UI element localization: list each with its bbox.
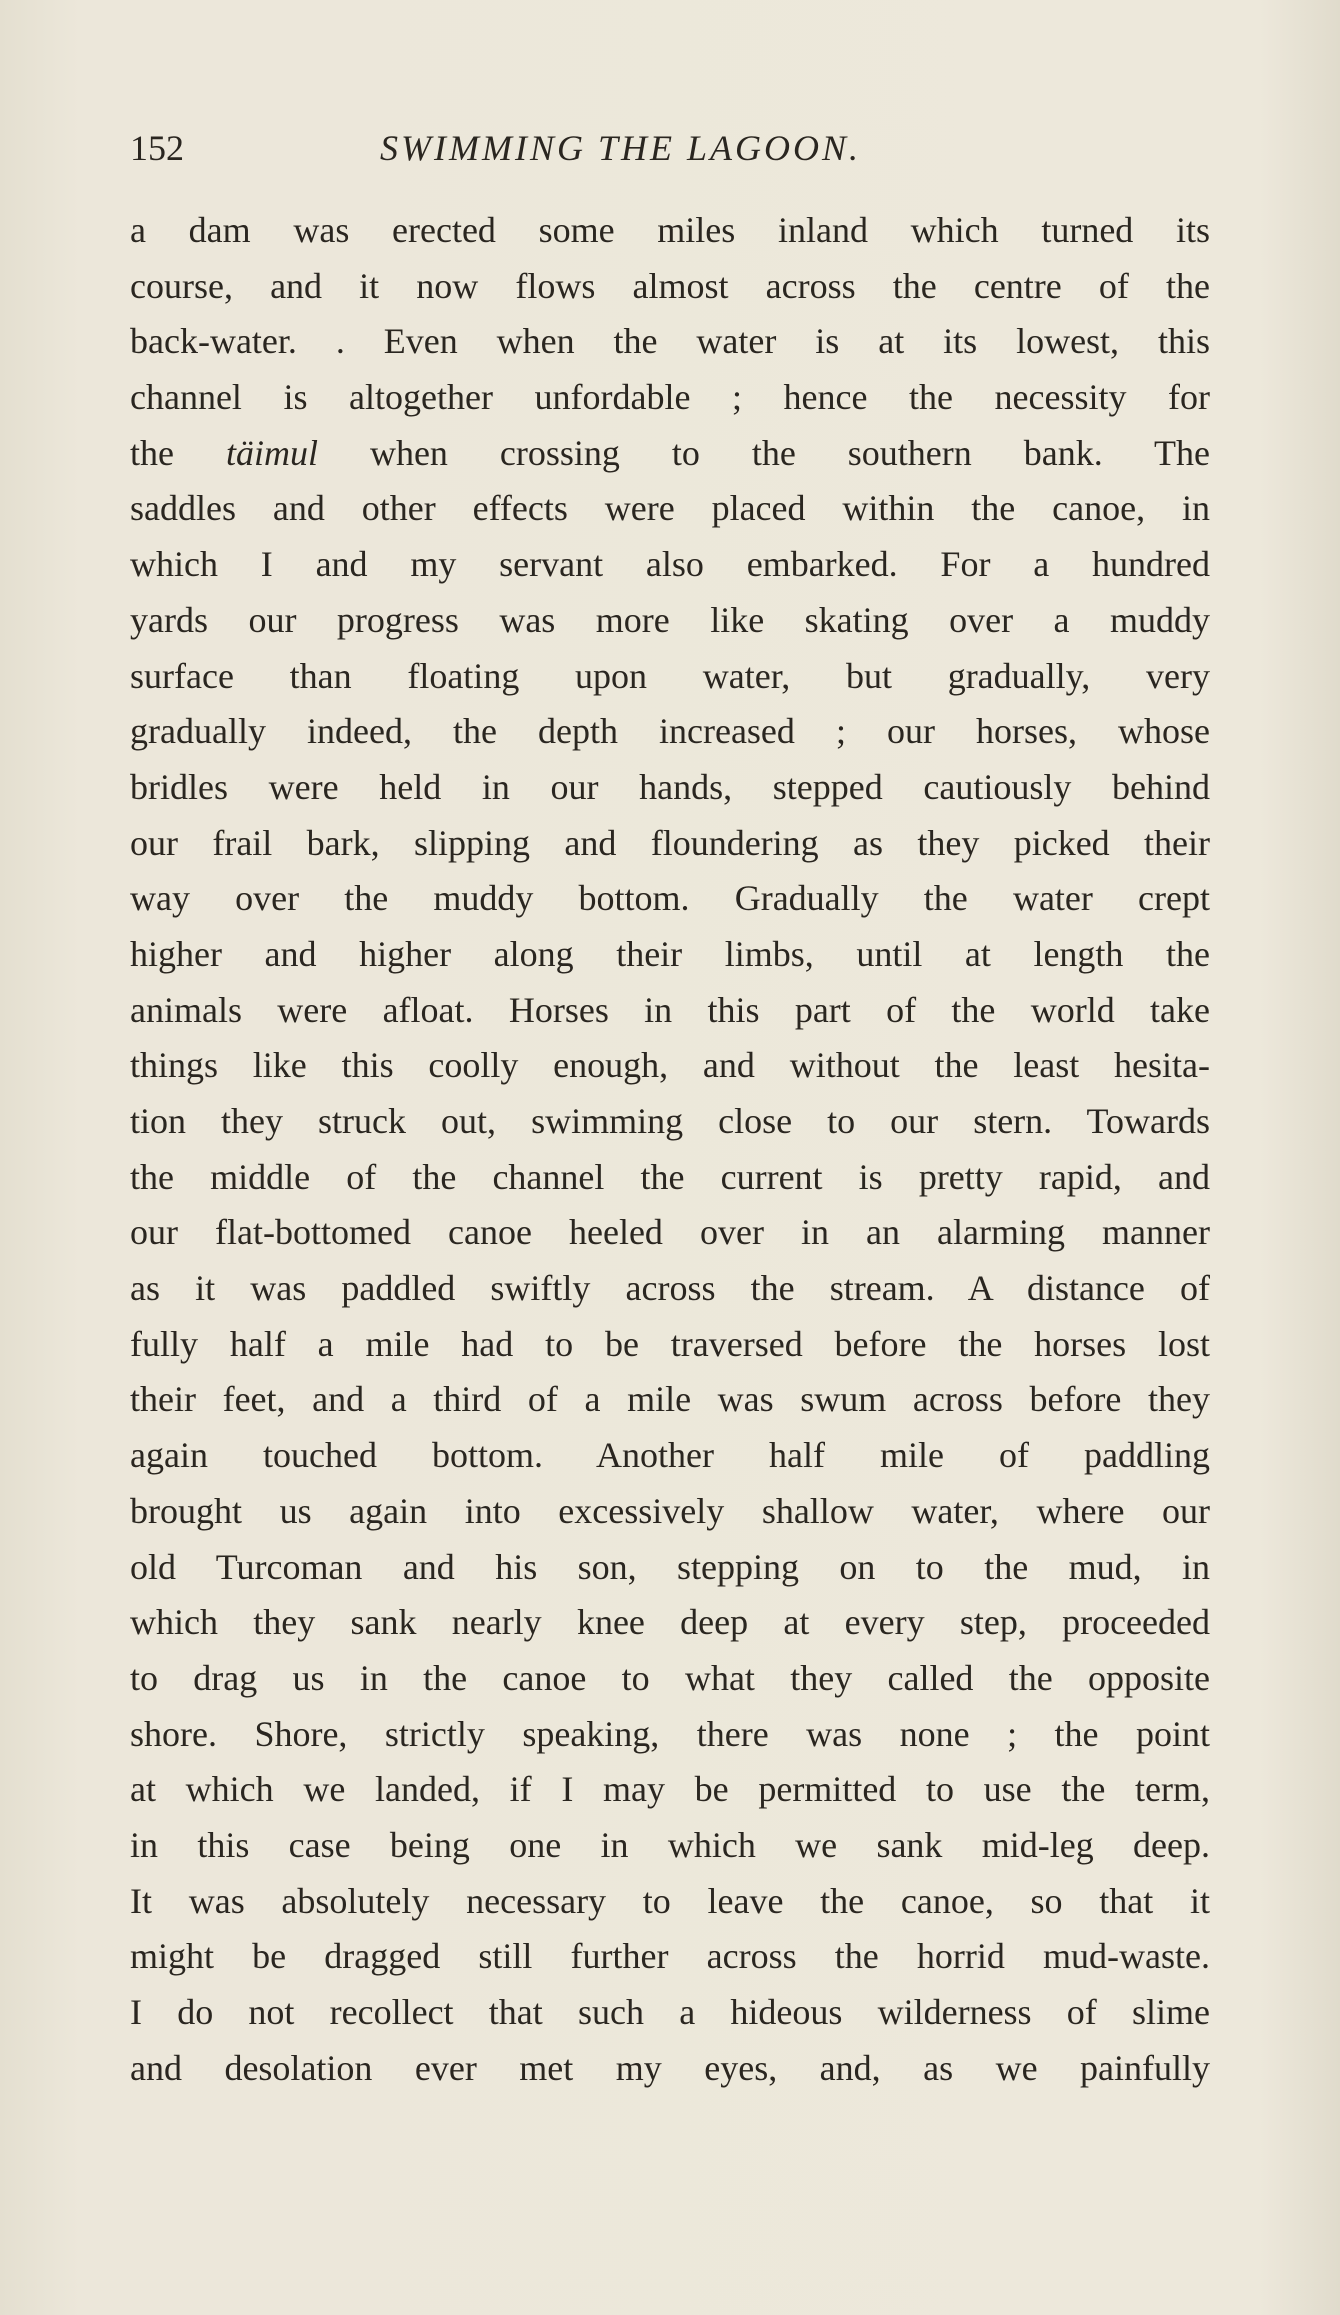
text-line: It was absolutely necessary to leave the canoe, so that it <box>130 1880 1210 1921</box>
text-line: course, and it now flows almost across the centre of the <box>130 265 1210 306</box>
text-line: gradually indeed, the depth increased ; our horses, whose <box>130 711 1210 752</box>
text-segment: when crossing to the southern bank. The <box>317 432 1210 473</box>
text-segment: the <box>130 432 226 473</box>
running-title: SWIMMING THE LAGOON. <box>380 128 861 168</box>
text-line: their feet, and a third of a mile was swum across before they <box>130 1379 1210 1420</box>
text-line: in this case being one in which we sank mid-leg deep. <box>130 1824 1210 1865</box>
text-line: and desolation ever met my eyes, and, as we painfully <box>130 2047 1210 2088</box>
text-line: way over the muddy bottom. Gradually the water crept <box>130 878 1210 919</box>
text-line: which they sank nearly knee deep at every step, proceeded <box>130 1602 1210 1643</box>
text-line: things like this coolly enough, and without the least hesita- <box>130 1045 1210 1086</box>
text-line: the middle of the channel the current is pretty rapid, and <box>130 1156 1210 1197</box>
text-line: channel is altogether unfordable ; hence the necessity for <box>130 377 1210 418</box>
italic-word: täimul <box>225 432 318 473</box>
text-line: I do not recollect that such a hideous wilderness of slime <box>130 1992 1210 2032</box>
page-header <box>130 118 1210 178</box>
text-line: bridles were held in our hands, stepped cautiously behind <box>130 766 1210 807</box>
text-line: back-water. . Even when the water is at its lowest, this <box>130 321 1210 362</box>
text-line: at which we landed, if I may be permitted to use the term, <box>130 1769 1210 1810</box>
text-line: animals were afloat. Horses in this part of the world take <box>130 989 1210 1030</box>
text-line: brought us again into excessively shallow water, where our <box>130 1490 1210 1531</box>
text-line: tion they struck out, swimming close to our stern. Towards <box>130 1101 1210 1141</box>
body-text <box>130 203 1210 2096</box>
page-number: 152 <box>130 128 184 168</box>
text-line: shore. Shore, strictly speaking, there was none ; the point <box>130 1713 1210 1754</box>
text-line-with-italic <box>130 426 1210 482</box>
text-line: again touched bottom. Another half mile of paddling <box>130 1435 1210 1476</box>
text-line: saddles and other effects were placed within the canoe, in <box>130 488 1210 529</box>
text-line: fully half a mile had to be traversed before the horses lost <box>130 1323 1210 1364</box>
text-line: as it was paddled swiftly across the stream. A distance of <box>130 1268 1210 1309</box>
text-line: which I and my servant also embarked. For a hundred <box>130 544 1210 585</box>
text-line: old Turcoman and his son, stepping on to the mud, in <box>130 1546 1210 1587</box>
text-line: might be dragged still further across the horrid mud-waste. <box>130 1936 1210 1977</box>
text-line: surface than floating upon water, but gradually, very <box>130 655 1210 696</box>
text-line: our frail bark, slipping and floundering as they picked their <box>130 822 1210 863</box>
text-line: yards our progress was more like skating over a muddy <box>130 599 1210 640</box>
text-line: our flat-bottomed canoe heeled over in an alarming manner <box>130 1212 1210 1253</box>
text-line: a dam was erected some miles inland which turned its <box>130 210 1210 250</box>
text-line: higher and higher along their limbs, until at length the <box>130 933 1210 974</box>
text-line: to drag us in the canoe to what they called the opposite <box>130 1657 1210 1698</box>
